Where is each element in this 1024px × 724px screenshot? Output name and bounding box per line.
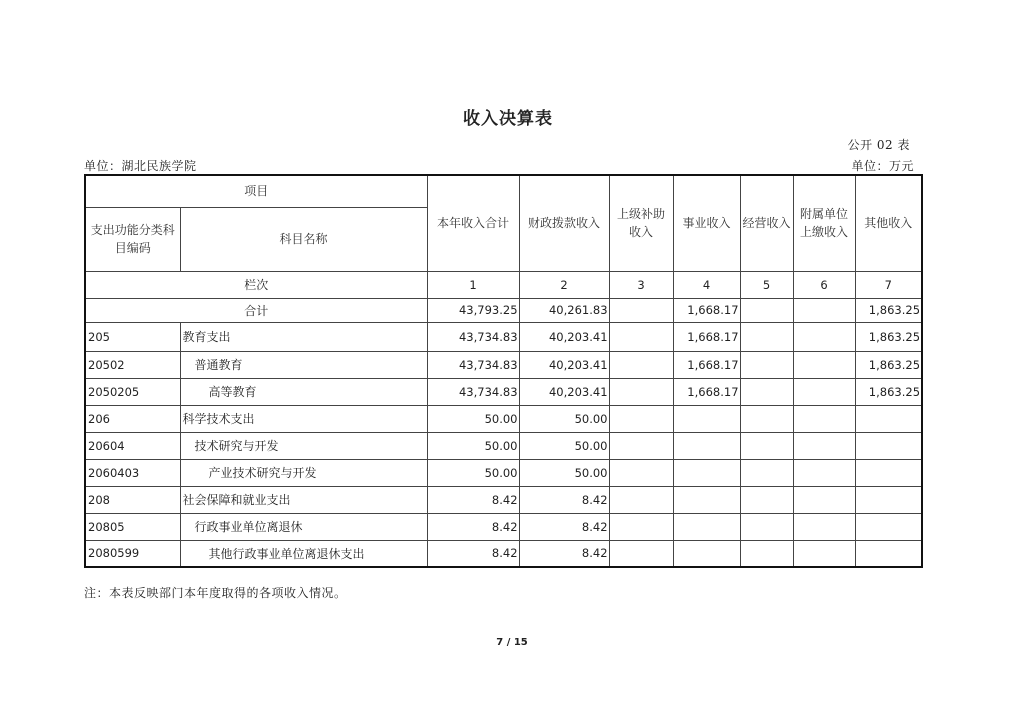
amount-cell xyxy=(609,322,673,351)
amount-cell xyxy=(793,378,855,405)
header-operating-income: 经营收入 xyxy=(740,175,793,271)
col-index-6: 6 xyxy=(793,271,855,298)
total-value xyxy=(793,298,855,322)
amount-cell xyxy=(793,432,855,459)
amount-cell: 50.00 xyxy=(519,459,609,486)
total-value xyxy=(740,298,793,322)
total-label: 合计 xyxy=(85,298,427,322)
footnote: 注：本表反映部门本年度取得的各项收入情况。 xyxy=(84,586,347,600)
amount-cell: 50.00 xyxy=(519,432,609,459)
amount-cell xyxy=(793,351,855,378)
table-row xyxy=(85,432,922,459)
amount-cell xyxy=(673,540,740,567)
amount-cell xyxy=(609,351,673,378)
amount-cell: 1,863.25 xyxy=(855,378,922,405)
amount-cell: 1,668.17 xyxy=(673,378,740,405)
amount-cell xyxy=(609,513,673,540)
amount-cell: 50.00 xyxy=(427,405,519,432)
amount-cell xyxy=(609,486,673,513)
subject-code: 20502 xyxy=(85,351,180,378)
header-affiliated-income: 附属单位上缴收入 xyxy=(793,175,855,271)
amount-cell xyxy=(855,513,922,540)
income-table xyxy=(84,174,923,568)
table-row xyxy=(85,540,922,567)
header-code: 支出功能分类科目编码 xyxy=(85,207,180,271)
amount-cell: 50.00 xyxy=(519,405,609,432)
amount-cell: 40,203.41 xyxy=(519,351,609,378)
amount-cell: 40,203.41 xyxy=(519,322,609,351)
amount-cell: 8.42 xyxy=(427,540,519,567)
amount-cell xyxy=(740,513,793,540)
amount-cell xyxy=(609,378,673,405)
amount-cell: 50.00 xyxy=(427,432,519,459)
col-index-label: 栏次 xyxy=(85,271,427,298)
total-value: 1,668.17 xyxy=(673,298,740,322)
col-index-2: 2 xyxy=(519,271,609,298)
amount-cell xyxy=(673,486,740,513)
amount-cell xyxy=(793,405,855,432)
subject-code: 20604 xyxy=(85,432,180,459)
subject-name: 科学技术支出 xyxy=(180,405,427,432)
subject-name: 产业技术研究与开发 xyxy=(180,459,427,486)
amount-cell xyxy=(855,540,922,567)
subject-name: 普通教育 xyxy=(180,351,427,378)
amount-cell: 50.00 xyxy=(427,459,519,486)
subject-code: 2050205 xyxy=(85,378,180,405)
amount-cell xyxy=(740,351,793,378)
amount-cell xyxy=(855,405,922,432)
subject-code: 206 xyxy=(85,405,180,432)
subject-code: 208 xyxy=(85,486,180,513)
amount-cell xyxy=(740,322,793,351)
unit-name: 单位：湖北民族学院 xyxy=(84,159,197,173)
amount-cell xyxy=(609,405,673,432)
total-value xyxy=(609,298,673,322)
currency-unit: 单位：万元 xyxy=(851,159,914,173)
subject-name: 行政事业单位离退休 xyxy=(180,513,427,540)
total-value: 40,261.83 xyxy=(519,298,609,322)
amount-cell xyxy=(740,486,793,513)
amount-cell xyxy=(793,513,855,540)
subject-code: 2060403 xyxy=(85,459,180,486)
amount-cell: 8.42 xyxy=(427,486,519,513)
amount-cell: 8.42 xyxy=(519,486,609,513)
subject-name: 高等教育 xyxy=(180,378,427,405)
subject-name: 技术研究与开发 xyxy=(180,432,427,459)
header-total-income: 本年收入合计 xyxy=(427,175,519,271)
header-item: 项目 xyxy=(85,175,427,207)
amount-cell: 8.42 xyxy=(519,540,609,567)
amount-cell xyxy=(793,486,855,513)
amount-cell xyxy=(609,459,673,486)
form-number: 公开 02 表 xyxy=(847,138,910,152)
col-index-1: 1 xyxy=(427,271,519,298)
amount-cell xyxy=(740,459,793,486)
amount-cell xyxy=(855,459,922,486)
header-business-income: 事业收入 xyxy=(673,175,740,271)
amount-cell xyxy=(740,378,793,405)
amount-cell: 1,668.17 xyxy=(673,351,740,378)
table-row xyxy=(85,405,922,432)
subject-name: 教育支出 xyxy=(180,322,427,351)
subject-code: 205 xyxy=(85,322,180,351)
subject-code: 20805 xyxy=(85,513,180,540)
amount-cell: 43,734.83 xyxy=(427,351,519,378)
amount-cell: 1,668.17 xyxy=(673,322,740,351)
amount-cell xyxy=(740,432,793,459)
col-index-4: 4 xyxy=(673,271,740,298)
table-row xyxy=(85,351,922,378)
amount-cell xyxy=(793,322,855,351)
amount-cell: 43,734.83 xyxy=(427,322,519,351)
table-row xyxy=(85,459,922,486)
subject-code: 2080599 xyxy=(85,540,180,567)
table-row xyxy=(85,322,922,351)
amount-cell: 8.42 xyxy=(519,513,609,540)
amount-cell: 1,863.25 xyxy=(855,322,922,351)
amount-cell xyxy=(855,486,922,513)
amount-cell xyxy=(609,540,673,567)
col-index-7: 7 xyxy=(855,271,922,298)
amount-cell: 43,734.83 xyxy=(427,378,519,405)
page-title: 收入决算表 xyxy=(463,109,553,129)
table-row xyxy=(85,378,922,405)
amount-cell xyxy=(855,432,922,459)
col-index-5: 5 xyxy=(740,271,793,298)
amount-cell xyxy=(793,459,855,486)
col-index-3: 3 xyxy=(609,271,673,298)
amount-cell xyxy=(740,405,793,432)
table-row xyxy=(85,486,922,513)
header-superior-subsidy: 上级补助收入 xyxy=(609,175,673,271)
total-value: 1,863.25 xyxy=(855,298,922,322)
amount-cell xyxy=(740,540,793,567)
subject-name: 社会保障和就业支出 xyxy=(180,486,427,513)
header-name: 科目名称 xyxy=(180,207,427,271)
header-other-income: 其他收入 xyxy=(855,175,922,271)
amount-cell: 40,203.41 xyxy=(519,378,609,405)
amount-cell xyxy=(673,405,740,432)
header-fiscal-income: 财政拨款收入 xyxy=(519,175,609,271)
subject-name: 其他行政事业单位离退休支出 xyxy=(180,540,427,567)
amount-cell xyxy=(793,540,855,567)
table-row xyxy=(85,513,922,540)
amount-cell xyxy=(673,459,740,486)
amount-cell xyxy=(673,432,740,459)
amount-cell xyxy=(609,432,673,459)
amount-cell: 8.42 xyxy=(427,513,519,540)
amount-cell xyxy=(673,513,740,540)
total-value: 43,793.25 xyxy=(427,298,519,322)
amount-cell: 1,863.25 xyxy=(855,351,922,378)
page-number: 7 / 15 xyxy=(496,637,528,648)
